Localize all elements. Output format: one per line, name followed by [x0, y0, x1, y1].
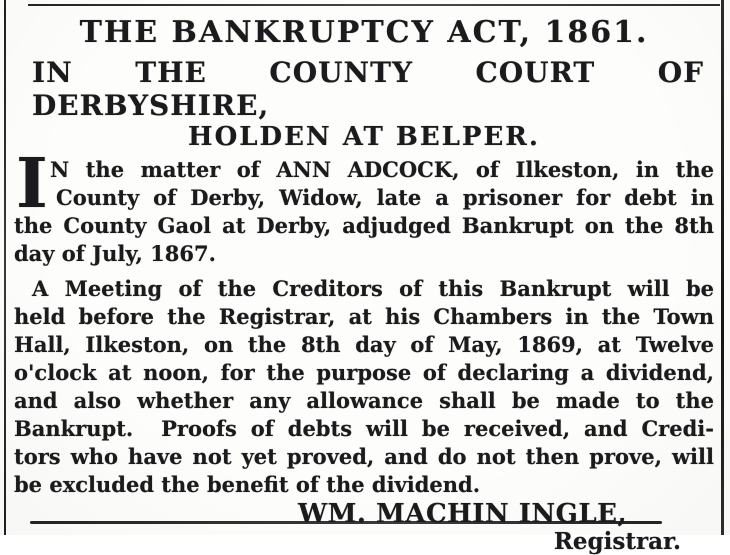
- para-line: A Meeting of the Creditors of this Bankrupt will be: [32, 276, 714, 301]
- drop-cap: I: [16, 144, 48, 224]
- para-line: Hall, Ilkeston, on the 8th day of May, 1869, at Twelve: [14, 332, 714, 357]
- para-line: held before the Registrar, at his Chambers in the Town: [14, 304, 714, 329]
- para-line: tors who have not yet proved, and do not then prove, will: [14, 444, 714, 469]
- matter-paragraph: [14, 144, 714, 268]
- left-column-rule: [4, 0, 6, 535]
- signature-role: Registrar.: [553, 528, 681, 555]
- notice-column: [14, 0, 714, 554]
- court-title: IN THE COUNTY COURT OF DERBYSHIRE,: [32, 56, 704, 122]
- para-line: N the matter of ANN ADCOCK, of Ilkeston, in the: [50, 157, 714, 182]
- act-title: THE BANKRUPTCY ACT, 1861.: [79, 15, 649, 50]
- para-line: Bankrupt. Proofs of debts will be received, and Credi-: [14, 416, 714, 441]
- para-line: day of July, 1867.: [14, 241, 216, 266]
- para-line: County of Derby, Widow, late a prisoner for debt in: [56, 185, 714, 210]
- meeting-paragraph: [14, 275, 714, 499]
- para-line: the County Gaol at Derby, adjudged Bankrupt on the 8th: [14, 213, 714, 238]
- para-line: be excluded the benefit of the dividend.: [14, 472, 481, 497]
- holden-subtitle: HOLDEN AT BELPER.: [188, 122, 540, 152]
- right-column-rule: [721, 0, 724, 535]
- para-line: o'clock at noon, for the purpose of declaring a dividend,: [14, 360, 714, 385]
- signature-name: WM. MACHIN INGLE,: [297, 499, 627, 529]
- para-line: and also whether any allowance shall be made to the: [14, 388, 714, 413]
